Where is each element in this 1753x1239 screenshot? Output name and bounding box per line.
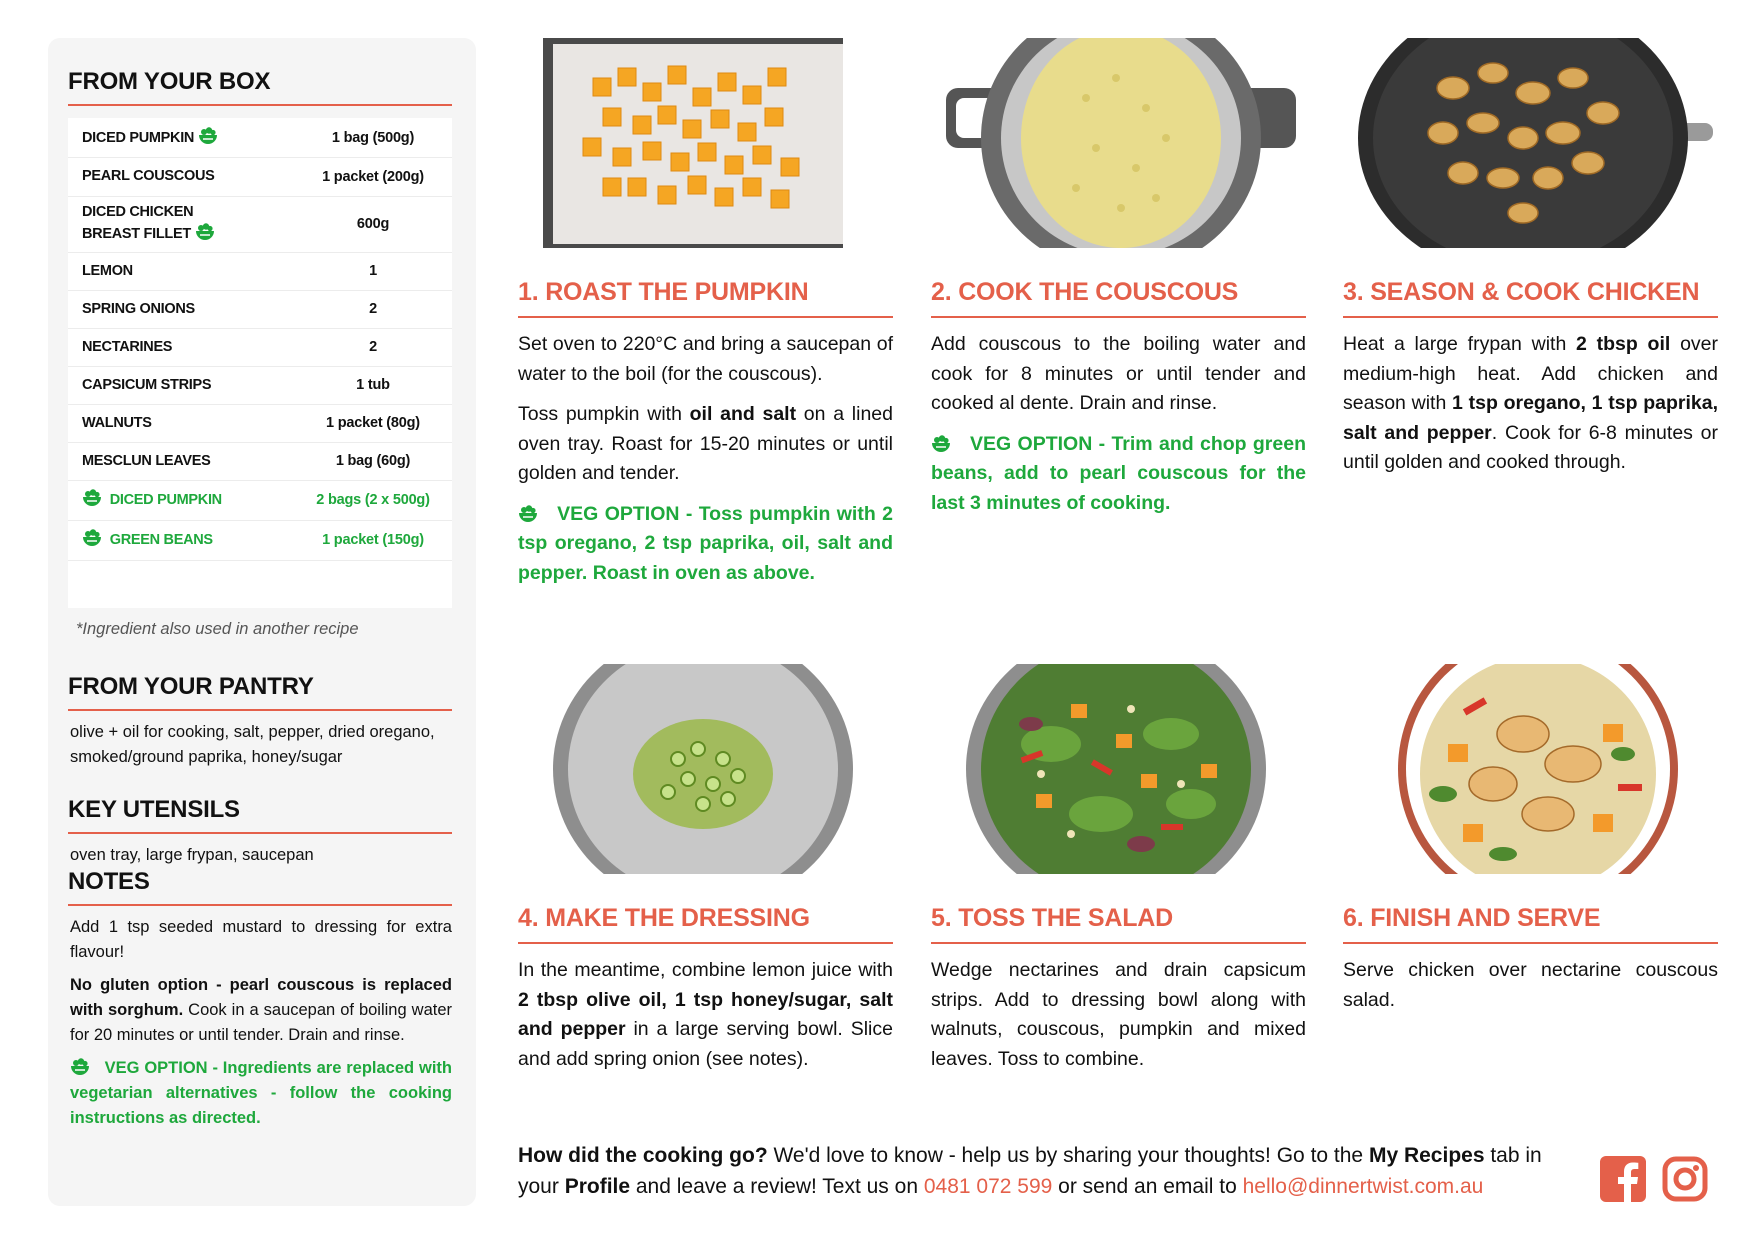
table-row bbox=[68, 328, 452, 367]
ingredient-name: DICED CHICKEN BREAST FILLET bbox=[82, 202, 215, 245]
table-row bbox=[68, 366, 452, 405]
divider bbox=[68, 104, 452, 106]
ingredients-table bbox=[68, 118, 452, 608]
salad-bowl-icon bbox=[195, 223, 215, 241]
step-paragraph: Toss pumpkin with oil and salt on a lined oven tray. Roast for 15-20 minutes or until golden and tender. bbox=[518, 403, 893, 484]
facebook-icon[interactable] bbox=[1600, 1156, 1646, 1202]
salad-bowl-icon bbox=[82, 489, 102, 507]
salad-bowl-icon bbox=[518, 505, 538, 523]
step-title: 1. ROAST THE PUMPKIN bbox=[518, 278, 809, 306]
ingredient-name: SPRING ONIONS bbox=[82, 300, 195, 317]
feedback-question: How did the cooking go? bbox=[518, 1144, 768, 1167]
ingredient-name: NECTARINES bbox=[82, 338, 173, 355]
salad-bowl-icon bbox=[198, 127, 218, 145]
step-finish-serve bbox=[1343, 664, 1718, 1084]
my-recipes-link[interactable]: My Recipes bbox=[1368, 1144, 1485, 1167]
ingredient-name: DICED PUMPKIN bbox=[82, 127, 218, 149]
ingredient-qty: 600g bbox=[356, 216, 390, 232]
note-gluten: No gluten option - pearl couscous is replaced with sorghum. Cook in a saucepan of boiling water for 20 minutes or until tender. Drain and rinse. bbox=[70, 976, 452, 1044]
step-paragraph: Wedge nectarines and drain capsicum strips. Add to dressing bowl along with walnuts, couscous, pumpkin and mixed leaves. Toss to combine. bbox=[931, 959, 1306, 1070]
ingredient-qty: 1 tub bbox=[356, 377, 390, 393]
from-your-box-title: FROM YOUR BOX bbox=[68, 68, 271, 95]
feedback-message: How did the cooking go? We'd love to know - help us by sharing your thoughts! Go to the My Recipes tab in your Profile and leave a review! Text us on 0481 072 599 or send an email to hello@dinnertwist.com.au bbox=[518, 1144, 1542, 1198]
step-paragraph: Serve chicken over nectarine couscous salad. bbox=[1343, 959, 1718, 1011]
ingredient-name: LEMON bbox=[82, 262, 133, 279]
dressing-bowl-image bbox=[528, 664, 883, 874]
ingredient-name: WALNUTS bbox=[82, 414, 152, 431]
utensils-text: oven tray, large frypan, saucepan bbox=[70, 846, 314, 864]
roasted-pumpkin-image bbox=[543, 38, 863, 248]
divider bbox=[68, 832, 452, 834]
step-roast-pumpkin bbox=[518, 38, 893, 598]
step-cook-couscous bbox=[931, 38, 1306, 598]
notes-text bbox=[70, 915, 452, 1131]
ingredient-qty: 2 bbox=[369, 339, 377, 355]
step-cook-chicken bbox=[1343, 38, 1718, 598]
chicken-frypan-image bbox=[1353, 38, 1713, 248]
veg-option: VEG OPTION - Toss pumpkin with 2 tsp oregano, 2 tsp paprika, oil, salt and pepper. Roast in oven as above. bbox=[518, 502, 893, 584]
step-title: 4. MAKE THE DRESSING bbox=[518, 904, 810, 932]
ingredient-name: CAPSICUM STRIPS bbox=[82, 376, 212, 393]
table-row bbox=[68, 404, 452, 443]
ingredient-qty: 2 bags (2 x 500g) bbox=[316, 492, 430, 508]
step-title: 3. SEASON & COOK CHICKEN bbox=[1343, 278, 1700, 306]
divider bbox=[1343, 316, 1718, 318]
step-paragraph: Add couscous to the boiling water and cook for 8 minutes or until tender and cooked al dente. Drain and rinse. bbox=[931, 333, 1306, 414]
step-title: 2. COOK THE COUSCOUS bbox=[931, 278, 1239, 306]
step-text bbox=[1343, 330, 1718, 489]
note-mustard: Add 1 tsp seeded mustard to dressing for extra flavour! bbox=[70, 918, 452, 961]
ingredient-name: DICED PUMPKIN bbox=[82, 489, 222, 511]
finished-dish-image bbox=[1353, 664, 1713, 874]
table-row bbox=[68, 196, 452, 253]
salad-bowl-icon bbox=[931, 435, 951, 453]
profile-link[interactable]: Profile bbox=[564, 1175, 631, 1198]
step-title: 6. FINISH AND SERVE bbox=[1343, 904, 1601, 932]
step-text bbox=[931, 330, 1306, 529]
salad-bowl-icon bbox=[70, 1058, 90, 1076]
divider bbox=[518, 316, 893, 318]
step-text bbox=[518, 330, 893, 599]
ingredient-qty: 1 bag (60g) bbox=[335, 453, 411, 469]
ingredient-qty: 1 bbox=[369, 263, 377, 279]
divider bbox=[68, 709, 452, 711]
table-row bbox=[68, 252, 452, 291]
step-toss-salad bbox=[931, 664, 1306, 1084]
salad-bowl-icon bbox=[82, 529, 102, 547]
ingredients-panel bbox=[48, 38, 476, 1206]
table-row bbox=[68, 290, 452, 329]
ingredient-qty: 2 bbox=[369, 301, 377, 317]
pantry-title: FROM YOUR PANTRY bbox=[68, 673, 314, 700]
step-paragraph: Heat a large frypan with 2 tbsp oil over medium-high heat. Add chicken and season with 1 tsp oregano, 1 tsp paprika, salt and pepper. Cook for 6-8 minutes or until golden and cooked through. bbox=[1343, 333, 1718, 473]
pantry-text: olive + oil for cooking, salt, pepper, dried oregano, smoked/ground paprika, honey/sugar bbox=[70, 723, 435, 766]
step-text bbox=[518, 956, 893, 1085]
ingredient-name: PEARL COUSCOUS bbox=[82, 168, 215, 184]
divider bbox=[1343, 942, 1718, 944]
divider bbox=[68, 904, 452, 906]
step-paragraph: In the meantime, combine lemon juice with 2 tbsp olive oil, 1 tsp honey/sugar, salt and pepper in a large serving bowl. Slice and add spring onion (see notes). bbox=[518, 959, 893, 1070]
ingredient-qty: 1 packet (200g) bbox=[322, 168, 424, 185]
instagram-icon[interactable] bbox=[1662, 1156, 1708, 1202]
divider bbox=[931, 942, 1306, 944]
table-row bbox=[68, 480, 452, 521]
email-link[interactable]: hello@dinnertwist.com.au bbox=[1242, 1175, 1484, 1198]
divider bbox=[931, 316, 1306, 318]
table-row bbox=[68, 520, 452, 561]
footnote: *Ingredient also used in another recipe bbox=[76, 620, 359, 638]
step-make-dressing bbox=[518, 664, 893, 1084]
tossed-salad-image bbox=[941, 664, 1296, 874]
notes-title: NOTES bbox=[68, 868, 150, 895]
table-row bbox=[68, 442, 452, 481]
step-text bbox=[931, 956, 1306, 1085]
utensils-title: KEY UTENSILS bbox=[68, 796, 240, 823]
ingredient-name: MESCLUN LEAVES bbox=[82, 452, 211, 469]
couscous-strainer-image bbox=[946, 38, 1296, 248]
step-paragraph: Set oven to 220°C and bring a saucepan of water to the boil (for the couscous). bbox=[518, 333, 893, 385]
ingredient-qty: 1 packet (150g) bbox=[322, 532, 424, 548]
table-row bbox=[68, 157, 452, 197]
veg-option: VEG OPTION - Trim and chop green beans, add to pearl couscous for the last 3 minutes of cooking. bbox=[931, 432, 1306, 514]
table-row bbox=[68, 118, 452, 158]
step-text bbox=[1343, 956, 1718, 1026]
phone-link[interactable]: 0481 072 599 bbox=[923, 1175, 1053, 1198]
note-veg: VEG OPTION - Ingredients are replaced with vegetarian alternatives - follow the cooking instructions as directed. bbox=[70, 1059, 452, 1127]
ingredient-qty: 1 packet (80g) bbox=[326, 415, 420, 431]
ingredient-name: GREEN BEANS bbox=[82, 529, 213, 551]
step-title: 5. TOSS THE SALAD bbox=[931, 904, 1174, 932]
ingredient-qty: 1 bag (500g) bbox=[331, 129, 415, 146]
divider bbox=[518, 942, 893, 944]
